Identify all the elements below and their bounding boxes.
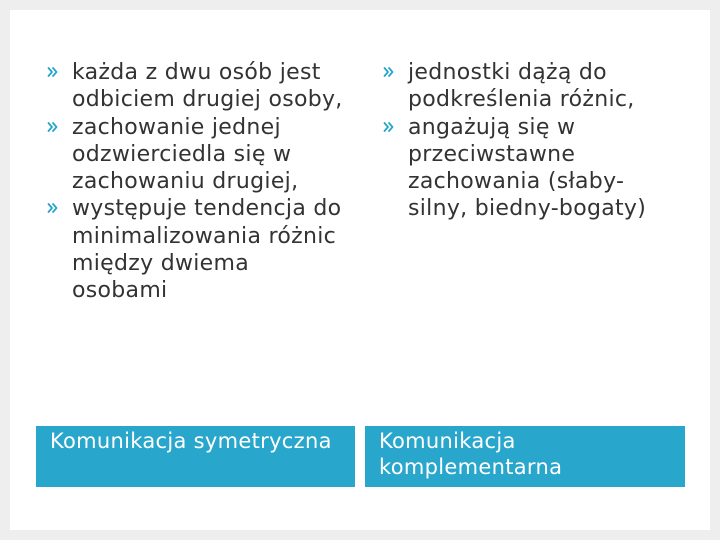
double-chevron-right-icon (47, 202, 59, 214)
label-complementary-communication: Komunikacja komplementarna (365, 426, 685, 487)
double-chevron-right-icon (47, 121, 59, 133)
right-bullet-list (382, 59, 672, 223)
label-symmetric-communication: Komunikacja symetryczna (36, 426, 355, 487)
list-item (46, 59, 346, 114)
double-chevron-right-icon (47, 66, 59, 78)
double-chevron-right-icon (383, 121, 395, 133)
list-item (46, 114, 346, 196)
bullet-text: występuje tendencja do minimalizowania różnic między dwiema osobami (72, 196, 342, 304)
list-item (46, 195, 346, 304)
double-chevron-right-icon (383, 66, 395, 78)
bullet-text: każda z dwu osób jest odbiciem drugiej osoby, (72, 60, 343, 113)
bullet-text: zachowanie jednej odzwierciedla się w zachowaniu drugiej, (72, 114, 299, 195)
list-item (382, 59, 672, 114)
left-bullet-list (46, 59, 346, 305)
bullet-text: angażują się w przeciwstawne zachowania (słaby-silny, biedny-bogaty) (408, 114, 647, 222)
bullet-text: jednostki dążą do podkreślenia różnic, (408, 60, 635, 113)
list-item (382, 114, 672, 223)
